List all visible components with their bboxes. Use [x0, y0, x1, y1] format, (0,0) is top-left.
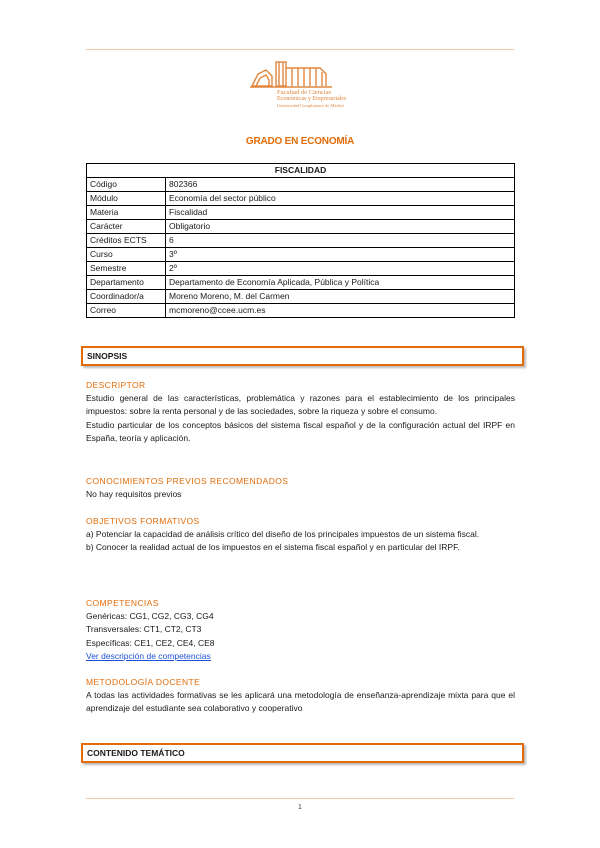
- row-label: Créditos ECTS: [87, 234, 166, 248]
- row-value: Obligatorio: [166, 220, 515, 234]
- table-row: [87, 220, 515, 234]
- row-value: Moreno Moreno, M. del Carmen: [166, 290, 515, 304]
- row-label: Materia: [87, 206, 166, 220]
- row-label: Coordinador/a: [87, 290, 166, 304]
- prior-knowledge-text: No hay requisitos previos: [86, 489, 182, 499]
- descriptor-text: [86, 392, 515, 445]
- table-row: [87, 206, 515, 220]
- content-heading: CONTENIDO TEMÁTICO: [81, 743, 524, 763]
- course-info-table: [86, 163, 515, 318]
- objectives-title: OBJETIVOS FORMATIVOS: [86, 516, 200, 526]
- generic-competences: Genéricas: CG1, CG2, CG3, CG4: [86, 611, 214, 621]
- table-row: [87, 178, 515, 192]
- specific-competences: Específicas: CE1, CE2, CE4, CE8: [86, 637, 215, 648]
- descriptor-title: DESCRIPTOR: [86, 380, 146, 390]
- degree-title: GRADO EN ECONOMÍA: [245, 136, 355, 147]
- logo-line-1: Facultad de Ciencias: [277, 89, 332, 96]
- prior-knowledge-title: CONOCIMIENTOS PREVIOS RECOMENDADOS: [86, 476, 289, 486]
- descriptor-paragraph-2: Estudio particular de los conceptos básicos del sistema fiscal español y de la configuración actual del IRPF en España, teoría y aplicación.: [86, 419, 515, 443]
- competences-list: [86, 610, 515, 663]
- row-label: Carácter: [87, 220, 166, 234]
- table-row: [87, 248, 515, 262]
- objectives-text: [86, 528, 515, 555]
- row-label: Módulo: [87, 192, 166, 206]
- descriptor-paragraph-1: Estudio general de las características, problemática y razones para el establecimiento de los principales impuestos: sobre la renta personal y de las sociedades, sobre la riqueza y sobre el consumo.: [86, 393, 515, 417]
- methodology-text: A todas las actividades formativas se les aplicará una metodología de enseñanza-aprendizaje mixta para que el aprendizaje del estudiante sea colaborativo y cooperativo: [86, 690, 515, 714]
- table-row: [87, 276, 515, 290]
- competences-title: COMPETENCIAS: [86, 598, 159, 608]
- bottom-rule: [86, 798, 514, 799]
- objective-b: b) Conocer la realidad actual de los impuestos en el sistema fiscal español y en particular del IRPF.: [86, 542, 460, 553]
- logo-line-2: Económicas y Empresariales: [277, 96, 347, 102]
- page-number: 1: [298, 804, 302, 811]
- row-label: Correo: [87, 304, 166, 318]
- row-value: 802366: [166, 178, 515, 192]
- synopsis-heading: SINOPSIS: [81, 346, 524, 366]
- row-value: 3º: [166, 248, 515, 262]
- objective-a: a) Potenciar la capacidad de análisis crítico del diseño de los principales impuestos de un sistema fiscal.: [86, 529, 480, 539]
- row-value: Fiscalidad: [166, 206, 515, 220]
- table-row: [87, 304, 515, 318]
- row-label: Departamento: [87, 276, 166, 290]
- course-name: FISCALIDAD: [87, 164, 515, 178]
- row-value: mcmoreno@ccee.ucm.es: [166, 304, 515, 318]
- row-label: Curso: [87, 248, 166, 262]
- row-label: Semestre: [87, 262, 166, 276]
- table-row: [87, 290, 515, 304]
- table-header-row: [87, 164, 515, 178]
- methodology-title: METODOLOGÍA DOCENTE: [86, 677, 201, 687]
- transversal-competences: Transversales: CT1, CT2, CT3: [86, 624, 202, 635]
- table-row: [87, 234, 515, 248]
- row-value: Departamento de Economía Aplicada, Pública y Política: [166, 276, 515, 290]
- competences-description-link[interactable]: Ver descripción de competencias: [86, 650, 211, 661]
- table-row: [87, 192, 515, 206]
- row-value: 6: [166, 234, 515, 248]
- row-label: Código: [87, 178, 166, 192]
- top-rule: [86, 49, 514, 50]
- row-value: 2º: [166, 262, 515, 276]
- table-row: [87, 262, 515, 276]
- logo-line-3: Universidad Complutense de Madrid: [277, 103, 344, 108]
- row-value: Economía del sector público: [166, 192, 515, 206]
